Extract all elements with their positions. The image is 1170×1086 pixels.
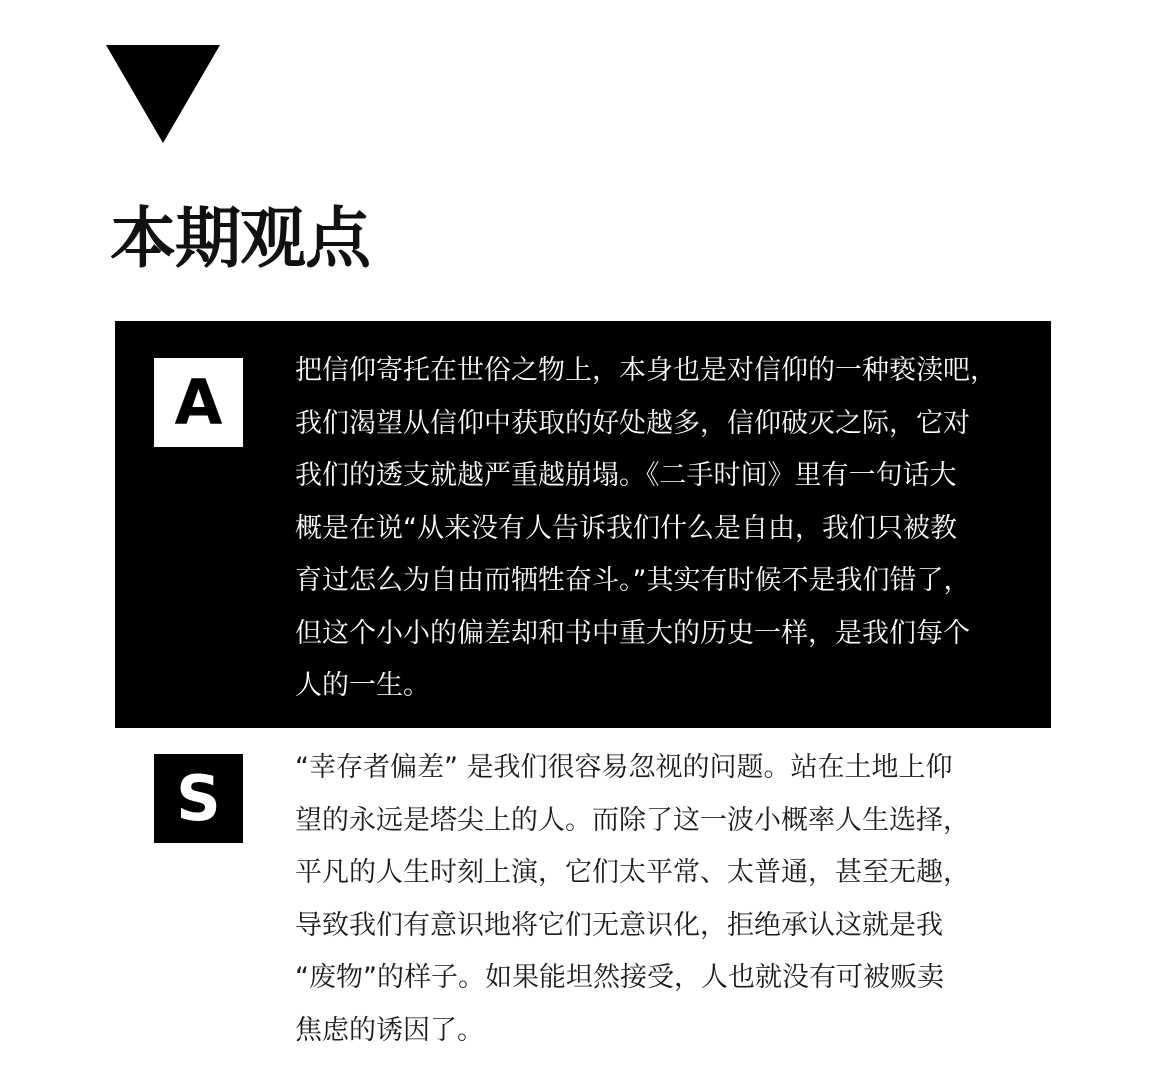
text-line: 概是在说“从来没有人告诉我们什么是自由，我们只被教 [295, 512, 957, 544]
viewpoint-block-s [115, 728, 1051, 1058]
text-line: “幸存者偏差” 是我们很容易忽视的问题。站在土地上仰 [295, 752, 953, 783]
text-line: 望的永远是塔尖上的人。而除了这一波小概率人生选择， [295, 804, 970, 836]
text-line: “废物”的样子。如果能坦然接受，人也就没有可被贩卖 [295, 962, 944, 993]
text-line: 人的一生。 [295, 670, 430, 701]
viewpoint-block-a [115, 321, 1051, 728]
badge-a: A [154, 358, 243, 447]
triangle-down-icon [106, 45, 220, 143]
text-line: 导致我们有意识地将它们无意识化，拒绝承认这就是我 [295, 909, 943, 941]
text-line: 我们渴望从信仰中获取的好处越多，信仰破灭之际，它对 [295, 407, 970, 439]
text-line: 焦虑的诱因了。 [295, 1014, 484, 1046]
text-line: 但这个小小的偏差却和书中重大的历史一样，是我们每个 [295, 617, 970, 649]
viewpoint-s-text [295, 742, 1035, 1057]
section-title: 本期观点 [110, 200, 370, 277]
text-line: 把信仰寄托在世俗之物上，本身也是对信仰的一种亵渎吧， [295, 355, 997, 386]
text-line: 我们的透支就越严重越崩塌。《二手时间》里有一句话大 [295, 460, 957, 491]
viewpoint-a-text [295, 345, 1035, 713]
text-line: 平凡的人生时刻上演，它们太平常、太普通，甚至无趣， [295, 857, 970, 888]
badge-s: S [154, 754, 243, 843]
text-line: 育过怎么为自由而牺牲奋斗。”其实有时候不是我们错了， [295, 565, 971, 596]
